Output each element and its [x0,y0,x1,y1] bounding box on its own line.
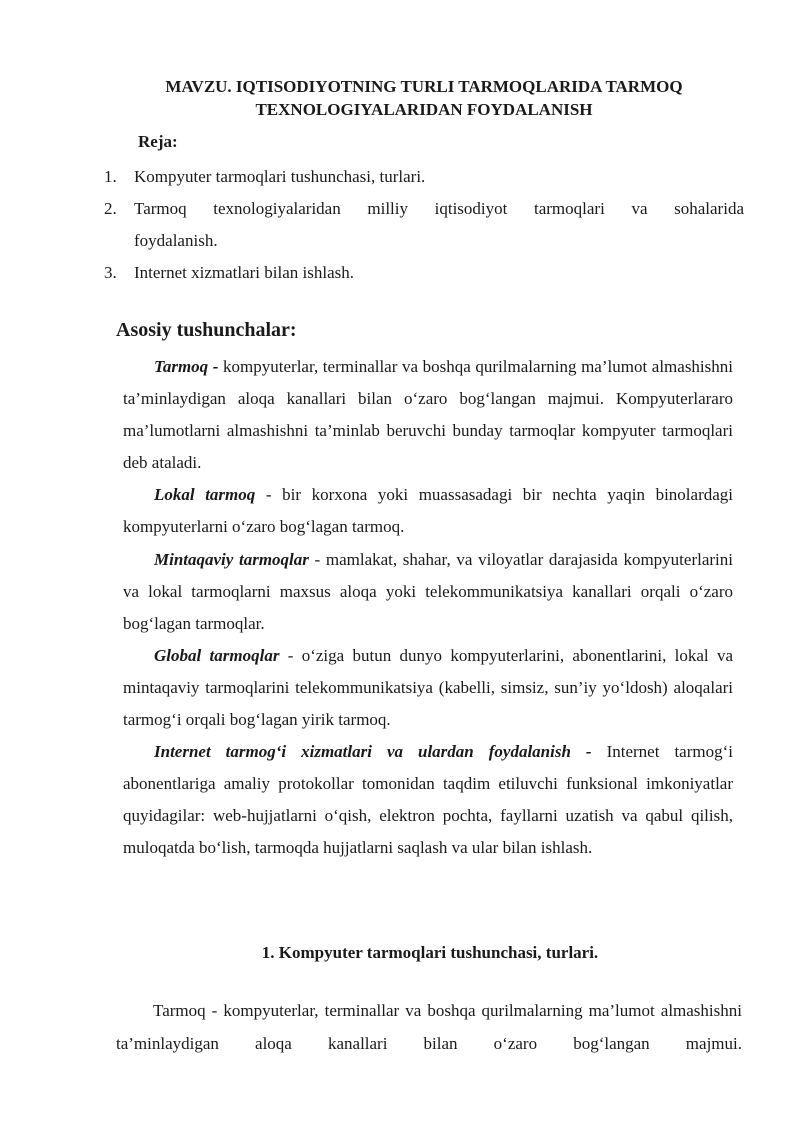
definition-term: Tarmoq - [154,357,219,376]
body-text [116,995,742,1060]
plan-item-number: 2. [104,199,117,218]
definition-text: kompyuterlar, terminallar va boshqa qurilmalarning ma’lumot almashishni ta’minlaydigan aloqa kanallari bilan o‘zaro bog‘langan majmui. Kompyuterlararo ma’lumotlarni almashishni ta’minlab beruvchi bunday tarmoqlar kompyuter tarmoqlari deb ataladi. [123,357,733,473]
plan-item [104,193,744,257]
definition-term: Global tarmoqlar [154,645,280,665]
definition-text: - mamlakat, shahar, va viloyatlar darajasida kompyuterlarini va lokal tarmoqlarni maxsus aloqa yoki telekommunikatsiya kanallari orqali o‘zaro bog‘lagan tarmoqlar. [123,549,733,633]
definition-paragraph [123,351,733,479]
definition-text: - bir korxona yoki muassasadagi bir nechta yaqin binolardagi kompyuterlarni o‘zaro bog‘lagan tarmoq. [123,485,733,537]
document-title: MAVZU. IQTISODIYOTNING TURLI TARMOQLARIDA TARMOQ TEXNOLOGIYALARIDAN FOYDALANISH [165,77,683,119]
plan-item-number: 3. [104,263,117,282]
plan-item [104,257,744,289]
definition-term: Internet tarmog‘i xizmatlari va ulardan foydalanish - [154,742,592,762]
definition-term: Lokal tarmoq [154,485,256,505]
plan-item [104,161,744,193]
plan-item-text: Kompyuter tarmoqlari tushunchasi, turlari. [134,167,426,186]
plan-item-text-line2: foydalanish. [134,231,218,250]
definition-paragraph [123,736,733,864]
definition-text: Internet tarmog‘i abonentlariga amaliy protokollar tomonidan taqdim etiluvchi funksional imkoniyatlar quyidagilar: web-hujjatlarni o‘qish, elektron pochta, fayllarni uzatish va qabul qilish, muloqatda bo‘lish, tarmoqda hujjatlarni saqlash va ular bilan ishlash. [123,742,733,858]
concepts-heading: Asosiy tushunchalar: [116,319,297,341]
plan-item-text: Internet xizmatlari bilan ishlash. [134,263,354,282]
definition-paragraph [123,479,733,543]
plan-list [104,161,744,289]
definition-text: - o‘ziga butun dunyo kompyuterlarini, abonentlarini, lokal va mintaqaviy tarmoqlarini telekommunikatsiya (kabelli, simsiz, sun’iy yo‘ldosh) aloqalari tarmog‘i orqali bog‘lagan yirik tarmoq. [123,645,733,730]
section-heading: 1. Kompyuter tarmoqlari tushunchasi, turlari. [261,943,599,962]
definition-term: Mintaqaviy tarmoqlar [154,549,309,569]
definition-paragraph [123,544,733,640]
definition-paragraph [123,640,733,736]
definitions-list [123,351,733,865]
plan-item-text-line1: Tarmoq texnologiyalaridan milliy iqtisodiyot tarmoqlari va sohalarida [134,199,744,218]
plan-heading: Reja: [138,132,178,151]
body-paragraph: Tarmoq - kompyuterlar, terminallar va boshqa qurilmalarning ma’lumot almashishni ta’minlaydigan aloqa kanallari bilan o‘zaro bog‘langan majmui. [116,1001,742,1053]
plan-item-number: 1. [104,167,117,186]
